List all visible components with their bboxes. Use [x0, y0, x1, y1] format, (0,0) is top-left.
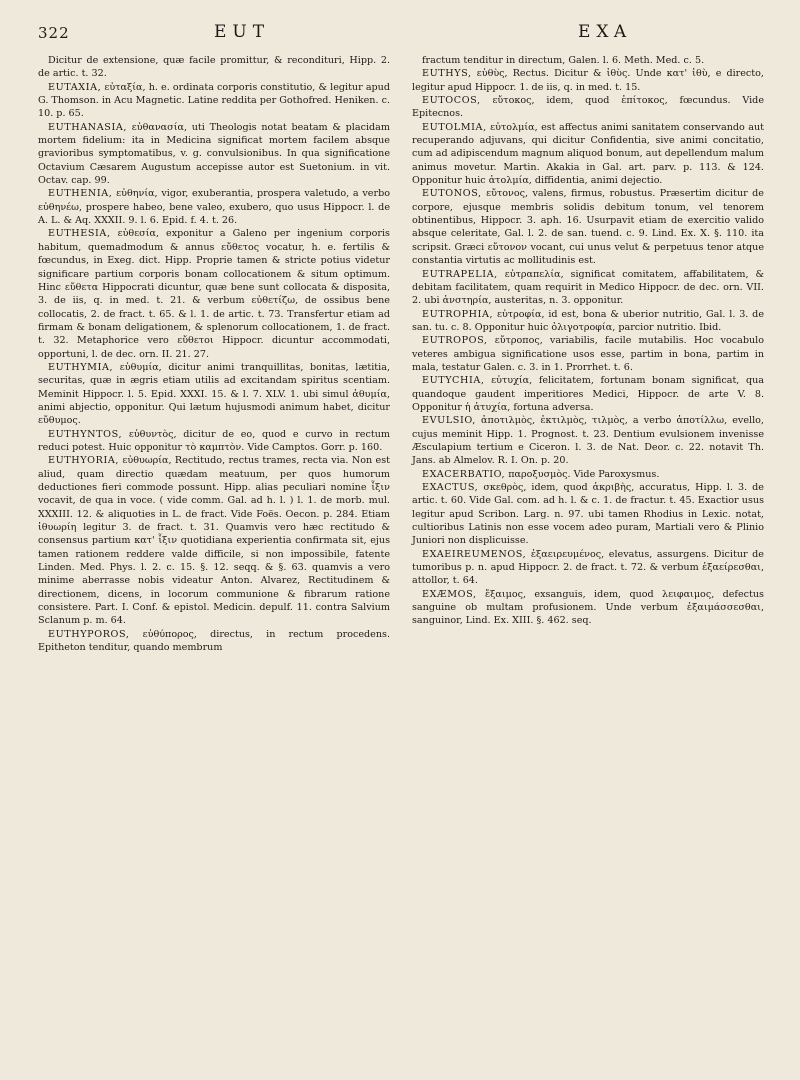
entry-headword: EUTHENIA,: [48, 188, 113, 200]
dictionary-entry: [38, 81, 390, 121]
dictionary-entry: [412, 268, 764, 308]
dictionary-entry: [412, 374, 764, 414]
entry-text: εὐθανασία, uti Theologis notat beatam & placidam mortem fidelium: ita in Medicina significat mortem facilem absque gravioribus symptomatibus, v. g. convulsionibus. In qua significatione Octavium Cæsarem Augustum accepisse autor est Suetonium. in vit. Octav. cap. 99.: [38, 121, 390, 187]
dictionary-entry: [412, 548, 764, 588]
entry-headword: EUTOCOS,: [422, 95, 481, 107]
entry-text: εὐθύπορος, directus, in rectum procedens. Epitheton tenditur, quando membrum: [38, 628, 390, 654]
entry-headword: EUTHYNTOS,: [48, 428, 123, 440]
dictionary-entry: [412, 308, 764, 335]
entry-headword: EUTHYMIA,: [48, 361, 114, 373]
dictionary-entry: [38, 187, 390, 227]
entry-text: παροξυσμὸς. Vide Paroxysmus.: [508, 468, 660, 480]
entry-text: Dicitur de extensione, quæ facile promittur, & recondituri, Hipp. 2. de artic. t. 32.: [38, 55, 390, 80]
entry-text: fractum tenditur in directum, Galen. l. 6. Meth. Med. c. 5.: [422, 55, 705, 66]
dictionary-entry: [38, 227, 390, 360]
entry-headword: EUTHYORIA,: [48, 455, 120, 467]
entry-headword: EXAEIREUMENOS,: [422, 548, 527, 560]
entry-headword: EUTOLMIA,: [422, 121, 487, 133]
entry-headword: EVULSIO,: [422, 415, 476, 427]
entry-text: εὔτοκος, idem, quod ἐπίτοκος, fœcundus. Vide Epitecnos.: [412, 95, 764, 120]
entry-text: εὐτροφία, id est, bona & uberior nutritio, Gal. l. 3. de san. tu. c. 8. Opponitur huic ὀλιγοτροφία, parcior nutritio. Ibid.: [412, 308, 764, 333]
entry-text: εὐθηνία, vigor, exuberantia, prospera valetudo, a verbo εὐθηνέω, prospere habeo, bene valeo, exubero, quo usus Hippocr. l. de A. L. & Aq. XXXII. 9. l. 6. Epid. f. 4. t. 26.: [38, 188, 390, 227]
entry-text: εὔτονος, valens, firmus, robustus. Præsertim dicitur de corpore, ejusque membris solidis debitum tonum, vel tenorem obtinentibus, Hippocr. 3. aph. 16. Usurpavit etiam de exercitio valido absque celeritate, Gal. l. 2. de san. tuend. c. 9. Lind. Ex. X. §. 110. ita scripsit. Græci εὔτονον vocant, cui unus velut & perpetuus tenor atque constantia virtutis ac mollitudinis est.: [412, 188, 764, 267]
running-header: [38, 22, 764, 48]
entry-text: εὐταξία, h. e. ordinata corporis constitutio, & legitur apud G. Thomson. in Acu Magnetic. Latine reddita per Gothofred. Heniken. c. 10. p. 65.: [38, 81, 391, 120]
dictionary-entry: [412, 588, 764, 628]
right-column: [412, 54, 764, 654]
dictionary-entry: [412, 94, 764, 121]
dictionary-entry: [38, 428, 390, 455]
entry-text: εὐτυχία, felicitatem, fortunam bonam significat, qua quandoque gaudent imperitiores Medici, Hippocr. de arte V. 8. Opponitur ἡ ἀτυχία, fortuna adversa.: [412, 375, 764, 413]
entry-text: ἐξαειρευμένος, elevatus, assurgens. Dicitur de tumoribus p. n. apud Hippocr. 2. de fract. t. 72. & verbum ἐξαείρεσθαι, attollor, t. 64.: [412, 548, 764, 587]
entry-text: εὐθεσία, exponitur a Galeno per ingenium corporis habitum, quemadmodum & annus εὔθετος vocatur, h. e. fertilis & fœcundus, in Exeg. dict. Hipp. Proprie tamen & stricte potius videtur significare partium corporis bonam collocationem & situm optimum. Hinc εὔθετα Hippocrati dicuntur, quæ bene sunt collocata & disposita, 3. de iis, q. in med. t. 21. & verbum εὐθετίζω, de ossibus bene collocatis, 2. de fract. t. 65. & l. 1. de artic. t. 73. Transfertur etiam ad firmam & bonam deligationem, & splenorum collocationem, 1. de fract. t. 32. Metaphorice vero εὔθετοι Hippocr. dicuntur accommodati, opportuni, l. de dec. orn. II. 21. 27.: [38, 228, 390, 360]
dictionary-entry: [412, 334, 764, 374]
entry-headword: EUTHESIA,: [48, 228, 111, 240]
entry-headword: EUTHYS,: [422, 68, 472, 80]
entry-text: εὐθὺς, Rectus. Dicitur & ἰθὺς. Unde κατ' ἰθὺ, e directo, legitur apud Hippocr. 1. de iis, q. in med. t. 15.: [412, 68, 764, 93]
entry-text: ἀποτιλμὸς, ἐκτιλμὸς, τιλμὸς, a verbo ἀποτίλλω, evello, cujus meminit Hipp. 1. Prognost. t. 23. Dentium evulsionem invenisse Æsculapium tertium e Ciceron. l. 3. de Nat. Deor. c. 22. notavit Th. Jans. ab Almelov. R. I. On. p. 20.: [412, 415, 764, 467]
dictionary-entry: [412, 67, 764, 94]
entry-headword: EUTAXIA,: [48, 81, 102, 93]
dictionary-entry: [412, 121, 764, 188]
entry-headword: EUTHYPOROS,: [48, 628, 130, 640]
dictionary-entry: [412, 414, 764, 467]
entry-headword: EXÆMOS,: [422, 588, 477, 600]
entry-headword: EUTROPHIA,: [422, 308, 494, 320]
entry-text: εὔτροπος, variabilis, facile mutabilis. Hoc vocabulo veteres ambigua significatione usos esse, partim in bona, partim in mala, testatur Galen. c. 3. in 1. Prorrhet. t. 6.: [412, 335, 764, 373]
entry-text: εὐθυμία, dicitur animi tranquillitas, bonitas, lætitia, securitas, quæ in ægris etiam utilis ad excitandam spiritus scentiam. Meminit Hippocr. l. 5. Epid. XXXI. 15. & l. 7. XLV. 1. ubi simul ἀθυμία, animi abjectio, opponitur. Qui lætum hujusmodi animum habet, dicitur εὔθυμος.: [38, 361, 391, 427]
entry-headword: EUTRAPELIA,: [422, 268, 498, 280]
right-running-head: EXA: [578, 22, 633, 42]
page-number: 322: [38, 24, 70, 42]
two-column-body: [38, 54, 764, 654]
dictionary-entry: [38, 121, 390, 188]
dictionary-entry: [38, 361, 390, 428]
entry-headword: EXACTUS,: [422, 482, 479, 493]
entry-text: εὐθυωρία, Rectitudo, rectus trames, recta via. Non est aliud, quam directio quædam meatuum, per quos humorum deductiones fieri commode possunt. Hipp. alias peculiari nomine ἶξιν vocavit, de qua in voce. ( vide comm. Gal. ad h. l. ) l. 1. de morb. mul. XXXIII. 12. & aliquoties in L. de fract. Vide Foës. Oecon. p. 284. Etiam ἰθυωρίη legitur 3. de fract. t. 31. Quamvis vero hæc rectitudo & consensus partium κατ' ἶξιν quotidiana experientia confirmata sit, ejus tamen rationem reddere valde difficile, si non impossibile, fatente Linden. Med. Phys. l. 2. c. 15. §. 12. seqq. & §. 63. quamvis a vero minime aberrasse nobis videatur Anton. Alvarez, Rectitudinem & directionem, dicens, in locorum communione & fibrarum ratione consistere. Part. I. Conf. & epistol. Medicin. depulf. 11. contra Salvium Sclanum p. m. 64.: [38, 455, 390, 627]
entry-headword: EUTHANASIA,: [48, 121, 128, 133]
entry-text: ἔξαιμος, exsanguis, idem, quod λειφαιμος, defectus sanguine ob multam profusionem. Unde verbum ἐξαιμάσσεσθαι, sanguinor, Lind. Ex. XIII. §. 462. seq.: [412, 588, 764, 627]
entry-text: εὐθυντὸς, dicitur de eo, quod e curvo in rectum reduci potest. Huic opponitur τὸ καμπτὸν. Vide Camptos. Gorr. p. 160.: [38, 428, 390, 453]
dictionary-entry: [412, 481, 764, 548]
entry-text: εὐτολμία, est affectus animi sanitatem conservando aut recuperando adjuvans, qui dicitur Confidentia, sive animi concitatio, cum ad adipiscendum magnum aliquod bonum, aut depellendum malum animus movetur. Martin. Akakia in Gal. art. parv. p. 113. & 124. Opponitur huic ἀτολμία, diffidentia, animi dejectio.: [412, 121, 764, 187]
entry-headword: EXACERBATIO,: [422, 468, 506, 480]
entry-headword: EUTONOS,: [422, 188, 482, 200]
left-running-head: EUT: [214, 22, 271, 42]
dictionary-entry: [412, 187, 764, 267]
entry-text: εὐτραπελία, significat comitatem, affabilitatem, & debitam facilitatem, quam requirit in Medico Hippocr. de dec. orn. VII. 2. ubi ἀνστηρία, austeritas, n. 3. opponitur.: [412, 268, 764, 307]
dictionary-entry: [412, 54, 764, 67]
dictionary-entry: [38, 628, 390, 655]
dictionary-entry: [38, 54, 390, 81]
dictionary-entry: [38, 454, 390, 627]
entry-headword: EUTROPOS,: [422, 335, 488, 347]
dictionary-entry: [412, 468, 764, 481]
entry-headword: EUTYCHIA,: [422, 375, 485, 387]
entry-text: σκεθρὸς, idem, quod ἀκριβὴς, accuratus, Hipp. l. 3. de artic. t. 60. Vide Gal. com. ad h. l. & c. 1. de fractur. t. 45. Exactior usus legitur apud Scribon. Larg. n. 97. ubi tamen Rhodius in Lexic. notat, cultioribus Latinis non esse vocem adeo puram, Martiali vero & Plinio Juniori non displicuisse.: [412, 482, 764, 547]
left-column: [38, 54, 390, 654]
